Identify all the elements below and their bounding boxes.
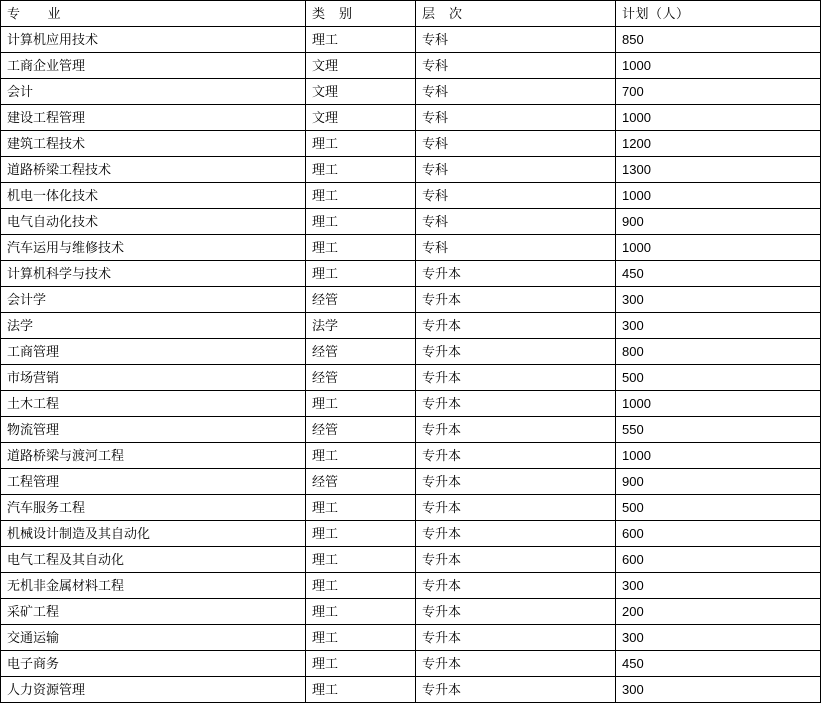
cell-major: 物流管理	[1, 417, 306, 443]
table-row	[1, 521, 821, 547]
cell-level: 专升本	[416, 365, 616, 391]
table-row	[1, 27, 821, 53]
cell-major: 会计学	[1, 287, 306, 313]
cell-level: 专升本	[416, 443, 616, 469]
cell-quota: 800	[616, 339, 821, 365]
cell-category: 理工	[306, 27, 416, 53]
cell-quota: 900	[616, 209, 821, 235]
cell-category: 理工	[306, 131, 416, 157]
column-header-quota: 计划（人）	[616, 1, 821, 27]
cell-quota: 450	[616, 261, 821, 287]
table-body	[1, 27, 821, 703]
table-row	[1, 53, 821, 79]
table-row	[1, 677, 821, 703]
cell-major: 交通运输	[1, 625, 306, 651]
table-row	[1, 287, 821, 313]
cell-major: 道路桥梁与渡河工程	[1, 443, 306, 469]
cell-category: 理工	[306, 391, 416, 417]
cell-level: 专升本	[416, 677, 616, 703]
cell-quota: 1300	[616, 157, 821, 183]
cell-category: 经管	[306, 417, 416, 443]
cell-quota: 1000	[616, 105, 821, 131]
cell-quota: 900	[616, 469, 821, 495]
cell-quota: 1200	[616, 131, 821, 157]
table-row	[1, 443, 821, 469]
cell-quota: 500	[616, 495, 821, 521]
cell-major: 机电一体化技术	[1, 183, 306, 209]
cell-quota: 1000	[616, 235, 821, 261]
cell-quota: 1000	[616, 443, 821, 469]
cell-level: 专科	[416, 209, 616, 235]
cell-quota: 200	[616, 599, 821, 625]
cell-level: 专升本	[416, 651, 616, 677]
table-header-row	[1, 1, 821, 27]
cell-quota: 300	[616, 287, 821, 313]
table-row	[1, 209, 821, 235]
cell-quota: 1000	[616, 391, 821, 417]
cell-category: 理工	[306, 547, 416, 573]
cell-quota: 600	[616, 521, 821, 547]
cell-category: 理工	[306, 677, 416, 703]
cell-category: 理工	[306, 625, 416, 651]
cell-level: 专升本	[416, 573, 616, 599]
table-row	[1, 573, 821, 599]
column-header-category: 类 别	[306, 1, 416, 27]
cell-category: 理工	[306, 521, 416, 547]
cell-quota: 300	[616, 313, 821, 339]
cell-quota: 1000	[616, 183, 821, 209]
cell-category: 理工	[306, 495, 416, 521]
cell-level: 专升本	[416, 339, 616, 365]
cell-level: 专升本	[416, 625, 616, 651]
table-row	[1, 469, 821, 495]
table-row	[1, 79, 821, 105]
table-row	[1, 547, 821, 573]
cell-major: 电子商务	[1, 651, 306, 677]
cell-category: 理工	[306, 209, 416, 235]
cell-major: 汽车服务工程	[1, 495, 306, 521]
cell-category: 理工	[306, 573, 416, 599]
table-row	[1, 131, 821, 157]
cell-major: 电气自动化技术	[1, 209, 306, 235]
cell-major: 工商管理	[1, 339, 306, 365]
table-row	[1, 183, 821, 209]
cell-quota: 600	[616, 547, 821, 573]
cell-category: 理工	[306, 261, 416, 287]
cell-category: 经管	[306, 339, 416, 365]
column-header-major: 专 业	[1, 1, 306, 27]
cell-level: 专科	[416, 53, 616, 79]
cell-major: 汽车运用与维修技术	[1, 235, 306, 261]
cell-category: 理工	[306, 651, 416, 677]
table-row	[1, 651, 821, 677]
cell-category: 理工	[306, 443, 416, 469]
table-row	[1, 261, 821, 287]
cell-category: 文理	[306, 105, 416, 131]
cell-quota: 850	[616, 27, 821, 53]
cell-major: 无机非金属材料工程	[1, 573, 306, 599]
cell-major: 计算机科学与技术	[1, 261, 306, 287]
cell-major: 土木工程	[1, 391, 306, 417]
cell-quota: 700	[616, 79, 821, 105]
cell-level: 专科	[416, 131, 616, 157]
cell-quota: 300	[616, 677, 821, 703]
cell-level: 专升本	[416, 495, 616, 521]
cell-major: 市场营销	[1, 365, 306, 391]
cell-category: 文理	[306, 53, 416, 79]
cell-level: 专科	[416, 105, 616, 131]
cell-major: 人力资源管理	[1, 677, 306, 703]
cell-major: 建设工程管理	[1, 105, 306, 131]
table-row	[1, 391, 821, 417]
table-row	[1, 417, 821, 443]
cell-category: 理工	[306, 599, 416, 625]
cell-level: 专升本	[416, 599, 616, 625]
cell-level: 专升本	[416, 547, 616, 573]
cell-quota: 550	[616, 417, 821, 443]
table-row	[1, 105, 821, 131]
cell-quota: 300	[616, 573, 821, 599]
cell-level: 专升本	[416, 469, 616, 495]
table-row	[1, 625, 821, 651]
table-row	[1, 313, 821, 339]
cell-level: 专科	[416, 79, 616, 105]
table-row	[1, 365, 821, 391]
column-header-level: 层 次	[416, 1, 616, 27]
cell-level: 专升本	[416, 313, 616, 339]
cell-category: 经管	[306, 365, 416, 391]
cell-major: 采矿工程	[1, 599, 306, 625]
cell-level: 专升本	[416, 417, 616, 443]
cell-major: 工商企业管理	[1, 53, 306, 79]
cell-category: 理工	[306, 235, 416, 261]
cell-major: 会计	[1, 79, 306, 105]
cell-category: 文理	[306, 79, 416, 105]
cell-major: 电气工程及其自动化	[1, 547, 306, 573]
table-row	[1, 235, 821, 261]
cell-category: 理工	[306, 183, 416, 209]
cell-level: 专升本	[416, 261, 616, 287]
table-row	[1, 339, 821, 365]
cell-quota: 500	[616, 365, 821, 391]
cell-major: 机械设计制造及其自动化	[1, 521, 306, 547]
cell-category: 经管	[306, 469, 416, 495]
table-row	[1, 599, 821, 625]
cell-level: 专升本	[416, 521, 616, 547]
table-row	[1, 157, 821, 183]
cell-quota: 450	[616, 651, 821, 677]
cell-category: 法学	[306, 313, 416, 339]
cell-major: 法学	[1, 313, 306, 339]
cell-major: 建筑工程技术	[1, 131, 306, 157]
cell-level: 专科	[416, 235, 616, 261]
cell-major: 工程管理	[1, 469, 306, 495]
cell-major: 道路桥梁工程技术	[1, 157, 306, 183]
cell-major: 计算机应用技术	[1, 27, 306, 53]
cell-level: 专升本	[416, 287, 616, 313]
cell-quota: 1000	[616, 53, 821, 79]
table-header	[1, 1, 821, 27]
cell-level: 专科	[416, 183, 616, 209]
cell-quota: 300	[616, 625, 821, 651]
cell-category: 经管	[306, 287, 416, 313]
cell-level: 专科	[416, 157, 616, 183]
cell-level: 专升本	[416, 391, 616, 417]
cell-level: 专科	[416, 27, 616, 53]
table-row	[1, 495, 821, 521]
cell-category: 理工	[306, 157, 416, 183]
